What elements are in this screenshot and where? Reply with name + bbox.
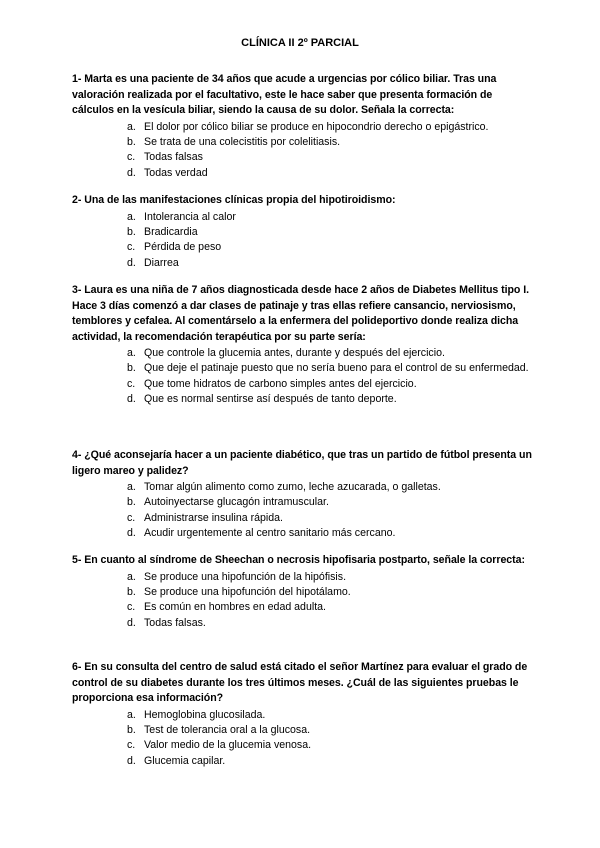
option-text: Valor medio de la glucemia venosa. (144, 739, 312, 752)
option (72, 210, 532, 225)
option-letter: a. (127, 120, 136, 133)
option-text: Hemoglobina glucosilada. (144, 708, 266, 721)
option (72, 754, 532, 769)
option-list (72, 480, 532, 542)
option (72, 570, 532, 585)
option-text: Bradicardia (144, 225, 198, 238)
option (72, 150, 532, 165)
option-text: El dolor por cólico biliar se produce en hipocondrio derecho o epigástrico. (144, 120, 489, 133)
option-letter: d. (127, 256, 136, 269)
option-text: Acudir urgentemente al centro sanitario más cercano. (144, 527, 396, 540)
option (72, 738, 532, 753)
option-letter: c. (127, 511, 136, 524)
option-letter: b. (127, 585, 136, 598)
option (72, 495, 532, 510)
option-text: Intolerancia al calor (144, 210, 236, 223)
option-text: Todas falsas (144, 151, 203, 164)
option-text: Administrarse insulina rápida. (144, 511, 283, 524)
question-3 (72, 283, 532, 408)
option-letter: c. (127, 241, 136, 254)
option (72, 511, 532, 526)
option-text: Todas verdad (144, 166, 208, 179)
option-letter: d. (127, 616, 136, 629)
option-letter: c. (127, 151, 136, 164)
option-list (72, 708, 532, 770)
option-letter: d. (127, 393, 136, 406)
option (72, 166, 532, 181)
option (72, 120, 532, 135)
option-text: Se produce una hipofunción del hipotálamo. (144, 585, 351, 598)
option-letter: b. (127, 362, 136, 375)
option-text: Todas falsas. (144, 616, 206, 629)
question-stem: 6- En su consulta del centro de salud está citado el señor Martínez para evaluar el grado de control de su diabetes durante los tres últimos meses. ¿Cuál de las siguientes pruebas le proporciona esa información? (72, 661, 528, 704)
question-stem: 5- En cuanto al síndrome de Sheechan o necrosis hipofisaria postparto, señale la correcta: (72, 554, 525, 566)
question-stem: 1- Marta es una paciente de 34 años que acude a urgencias por cólico biliar. Tras una valoración realizada por el facultativo, este le hace saber que presenta formación de cálculos en la vesícula biliar, siendo la causa de su dolor. Señala la correcta: (72, 73, 497, 116)
option (72, 256, 532, 271)
option-letter: c. (127, 739, 136, 752)
option-letter: b. (127, 135, 136, 148)
option (72, 616, 532, 631)
option-list (72, 346, 532, 408)
question-1 (72, 72, 532, 181)
question-stem: 2- Una de las manifestaciones clínicas propia del hipotiroidismo: (72, 194, 396, 206)
option (72, 526, 532, 541)
option (72, 377, 532, 392)
option (72, 135, 532, 150)
option-text: Es común en hombres en edad adulta. (144, 601, 326, 614)
option-letter: c. (127, 601, 136, 614)
option-letter: a. (127, 570, 136, 583)
option-text: Autoinyectarse glucagón intramuscular. (144, 496, 329, 509)
question-6 (72, 660, 532, 769)
option (72, 708, 532, 723)
page-title: CLÍNICA II 2º PARCIAL (241, 37, 359, 49)
option (72, 346, 532, 361)
option-list (72, 570, 532, 632)
option-text: Glucemia capilar. (144, 754, 226, 767)
option-letter: c. (127, 377, 136, 390)
option-text: Que deje el patinaje puesto que no sería bueno para el control de su enfermedad. (144, 362, 529, 375)
question-stem: 3- Laura es una niña de 7 años diagnosticada desde hace 2 años de Diabetes Mellitus tipo I. Hace 3 días comenzó a dar clases de patinaje y tras ellas refiere cansancio, nerviosismo, temblores y cefalea. Al comentárselo a la enfermera del polideportivo donde realiza dicha actividad, la recomendación terapéutica por su parte sería: (72, 284, 529, 343)
option-letter: a. (127, 210, 136, 223)
option-list (72, 210, 532, 272)
question-5 (72, 553, 532, 631)
option-letter: b. (127, 225, 136, 238)
question-2 (72, 193, 532, 271)
option-letter: a. (127, 481, 136, 493)
option (72, 392, 532, 407)
option-letter: b. (127, 496, 136, 509)
option-letter: a. (127, 347, 136, 359)
option-list (72, 120, 532, 182)
option (72, 225, 532, 240)
option-text: Que controle la glucemia antes, durante y después del ejercicio. (144, 347, 445, 359)
option-text: Se produce una hipofunción de la hipófisis. (144, 570, 347, 583)
option (72, 480, 532, 495)
option-letter: d. (127, 754, 136, 767)
option-letter: a. (127, 708, 136, 721)
option-text: Que tome hidratos de carbono simples antes del ejercicio. (144, 377, 417, 390)
option (72, 600, 532, 615)
option (72, 723, 532, 738)
option-text: Tomar algún alimento como zumo, leche azucarada, o galletas. (144, 481, 441, 493)
option-text: Diarrea (144, 256, 179, 269)
option-letter: d. (127, 527, 136, 540)
question-stem: 4- ¿Qué aconsejaría hacer a un paciente diabético, que tras un partido de fútbol presenta un ligero mareo y palidez? (72, 449, 532, 477)
option (72, 585, 532, 600)
question-4 (72, 448, 532, 542)
option (72, 361, 532, 376)
option-text: Test de tolerancia oral a la glucosa. (144, 723, 311, 736)
option (72, 240, 532, 255)
option-text: Se trata de una colecistitis por colelitiasis. (144, 135, 341, 148)
option-text: Pérdida de peso (144, 241, 222, 254)
option-letter: b. (127, 723, 136, 736)
option-text: Que es normal sentirse así después de tanto deporte. (144, 393, 397, 406)
option-letter: d. (127, 166, 136, 179)
